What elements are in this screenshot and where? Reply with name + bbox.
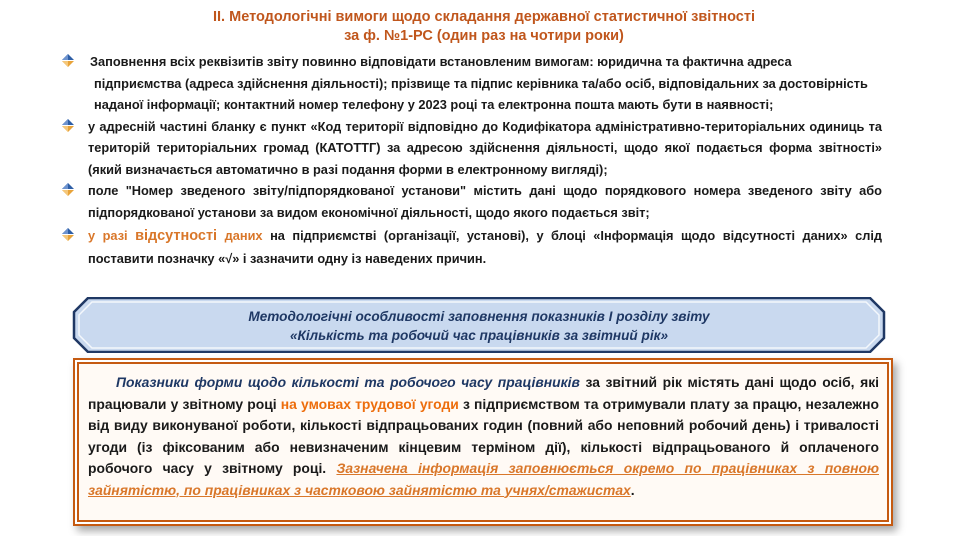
item-text-end: . [482,250,487,266]
highlight-phrase: даних [224,228,263,243]
list-item [60,116,882,181]
info-text: з підприємством та отримували плату за працю, незалежно від виду виконуваної роботи, кількості відпрацьованих годин (повний або неповний робочий день) і тривалості угоди (із фіксованим або невизначеним кінцевим терміном дії), кількості відпрацьованого й оплаченого робочого часу у звітному році. [88,395,880,476]
info-paragraph [79,364,887,501]
info-end: . [630,481,635,498]
info-box [77,362,889,522]
info-text: за звітний рік містять дані щодо осіб, які працювали у звітному році [88,374,880,412]
item-text [88,225,882,269]
item-text: у адресній частині бланку є пункт «Код території відповідно до Кодифікатора адміністративно-територіальних одиниць та територій територіальних громад (КАТОТТГ) за адресою здійснення діяльності, щодо якої подається форма звітності» (який визначається автоматично в разі подання форми в електронному вигляді); [88,118,882,177]
title-line-1: II. Методологічні вимоги щодо складання державної статистичної звітності [213,9,755,25]
list-item [60,51,882,116]
list-item [60,225,882,269]
info-lead: Показники форми щодо кількості та робочого часу працівників [116,374,580,390]
info-note: Зазначена інформація заповнюється окремо по працівниках з повною зайнятістю, по працівниках з частковою зайнятістю та учнях/стажистах [88,460,879,498]
banner-line-1: Методологічні особливості заповнення показників I розділу звіту [248,309,710,324]
section-banner [72,297,886,353]
bullet-icon [62,119,74,132]
banner-heading [72,307,886,345]
item-text: поле "Номер зведеного звіту/підпорядкованої установи" містить дані щодо порядкового номера зведеного звіту або підпорядкованої установи за видом економічної діяльності, щодо якого подається звіт; [88,183,882,220]
item-text: Заповнення всіх реквізитів звіту повинно відповідати встановленим вимогам: юридична та фактична адреса підприємства (адреса здійснення діяльності); прізвище та підпис керівника та/або осіб, відповідальних за достовірність наданої інформації; контактний номер телефону у 2023 році та електронна пошта мають бути в наявності; [90,54,868,112]
bullet-icon [62,228,74,241]
banner-line-2: «Кількість та робочий час працівників за звітний рік» [289,328,669,343]
highlight-phrase: у разі [88,228,128,243]
info-highlight: на умовах трудової угоди [280,395,459,412]
list-item [60,180,882,223]
item-text-rest: на підприємстві (організації, установі), у блоці «Інформація щодо відсутності даних» слід поставити позначку «√» і зазначити одну із наведених причин [88,228,883,266]
title-line-2: за ф. №1-РС (один раз на чотири роки) [344,28,624,44]
bullet-icon [62,54,74,67]
requirements-list [60,51,882,269]
bullet-icon [62,183,74,196]
highlight-word: відсутності [135,228,218,244]
page-title [0,8,956,46]
